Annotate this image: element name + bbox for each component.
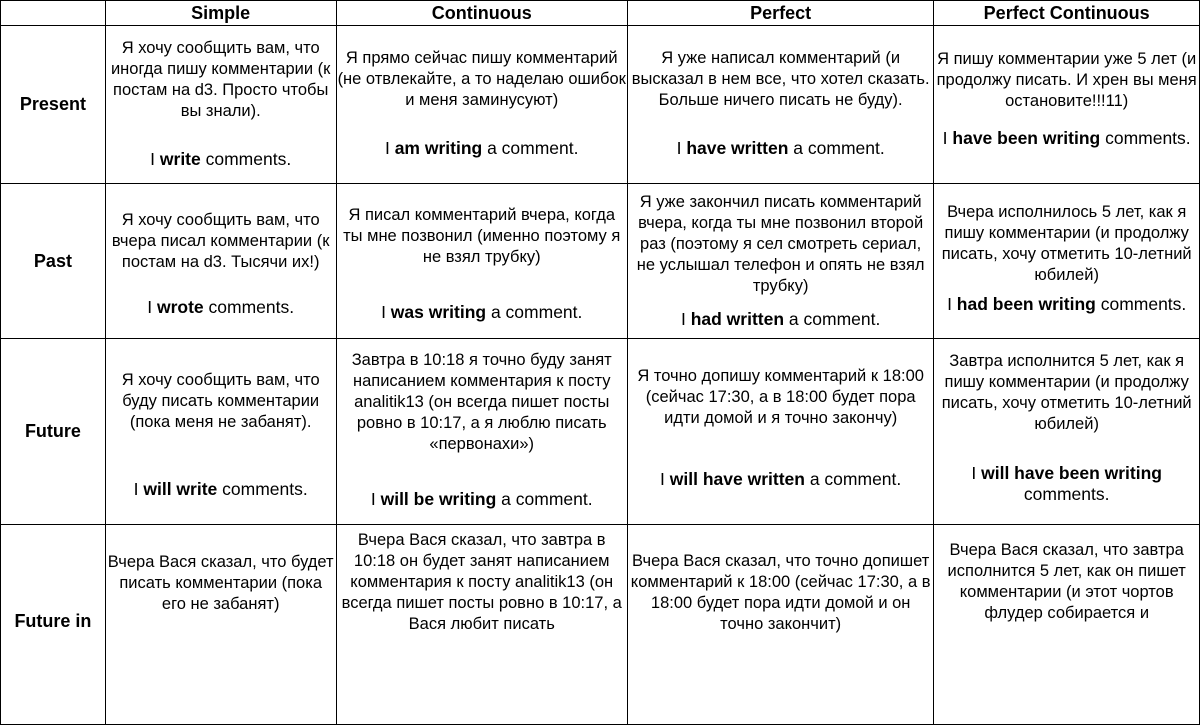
cell-past-simple (105, 184, 336, 339)
en-prefix: I (370, 488, 381, 509)
cell-future-continuous (336, 339, 627, 525)
cell-russian-text: Вчера Вася сказал, что завтра в 10:18 он будет занят написанием комментария к посту analitik13 (он всегда пишет посты ровно в 10:17, а Вася любит писать (341, 531, 622, 633)
en-prefix: I (942, 127, 953, 148)
en-suffix: a comment. (482, 138, 579, 158)
row-label-future-in (1, 525, 106, 725)
cell-past-continuous (336, 184, 627, 339)
en-suffix: comments. (1095, 293, 1187, 314)
row-label-present: Present (1, 26, 106, 184)
header-simple: Simple (105, 1, 336, 26)
cell-russian-text: Завтра в 10:18 я точно буду занят написанием комментария к посту analitik13 (он всегда пишет посты ровно в 10:17, а я люблю писать «первонахи») (351, 350, 612, 453)
cell-future-in-past-perfect (627, 525, 933, 725)
cell-english-example (934, 128, 1199, 149)
en-suffix: comments. (1100, 127, 1191, 148)
en-tense-form: will be writing (380, 488, 497, 509)
cell-future-perfect (627, 339, 933, 525)
en-prefix: I (660, 468, 670, 489)
cell-russian-text: Вчера исполнилось 5 лет, как я пишу комментарии (и продолжу писать, хочу отметить 10-летний юбилей) (941, 202, 1192, 284)
en-tense-form: will have written (669, 468, 805, 489)
header-perfect: Perfect (627, 1, 933, 26)
en-prefix: I (971, 462, 982, 483)
cell-english-example (934, 294, 1199, 315)
row-label-past: Past (1, 184, 106, 339)
cell-past-perfect (627, 184, 933, 339)
row-present (1, 26, 1200, 184)
cell-future-simple (105, 339, 336, 525)
corner-cell (1, 1, 106, 26)
cell-russian-text: Я хочу сообщить вам, что вчера писал комментарии (к постам на d3. Тысячи их!) (111, 211, 330, 271)
cell-russian-text: Вчера Вася сказал, что точно допишет комментарий к 18:00 (сейчас 17:30, а в 18:00 будет пора идти домой и он точно закончит) (630, 552, 931, 633)
row-past (1, 184, 1200, 339)
header-continuous: Continuous (336, 1, 627, 26)
en-suffix: comments. (217, 478, 308, 499)
cell-english-example (628, 309, 933, 330)
cell-english-example (934, 463, 1199, 505)
cell-future-in-past-continuous (336, 525, 627, 725)
en-tense-form: wrote (156, 297, 204, 317)
cell-present-perfect-continuous (934, 26, 1200, 184)
en-suffix: comments. (1023, 483, 1110, 504)
en-prefix: I (133, 478, 144, 499)
en-prefix: I (676, 138, 687, 158)
cell-russian-text: Я писал комментарий вчера, когда ты мне позвонил (именно поэтому я не взял трубку) (343, 206, 621, 266)
en-suffix: a comment. (496, 488, 593, 509)
en-tense-form: had been writing (956, 293, 1096, 314)
en-suffix: a comment. (486, 302, 583, 322)
en-prefix: I (947, 293, 957, 314)
cell-future-in-past-simple (105, 525, 336, 725)
cell-russian-text: Я уже написал комментарий (и высказал в нем все, что хотел сказать. Больше ничего писать не буду). (631, 49, 930, 109)
cell-present-simple (105, 26, 336, 184)
en-tense-form: will have been writing (981, 462, 1162, 483)
row-future-in-past (1, 525, 1200, 725)
en-tense-form: write (159, 148, 201, 169)
en-tense-form: will write (143, 478, 218, 499)
en-suffix: a comment. (788, 138, 885, 158)
cell-future-in-past-perfect-continuous (934, 525, 1200, 725)
cell-russian-text: Я точно допишу комментарий к 18:00 (сейчас 17:30, а в 18:00 будет пора идти домой и я точно закончу) (637, 366, 924, 427)
en-prefix: I (381, 302, 391, 322)
cell-future-perfect-continuous (934, 339, 1200, 525)
row-label-text: Future in (14, 611, 92, 631)
cell-russian-text: Я хочу сообщить вам, что буду писать комментарии (пока меня не забанят). (121, 370, 320, 431)
cell-russian-text: Вчера Вася сказал, что будет писать комментарии (пока его не забанят) (107, 553, 334, 613)
cell-russian-text: Я прямо сейчас пишу комментарий (не отвлекайте, а то наделаю ошибок и меня заминусуют) (337, 49, 626, 109)
en-suffix: a comment. (784, 309, 881, 329)
en-prefix: I (147, 297, 157, 317)
en-tense-form: had written (690, 309, 785, 329)
en-prefix: I (680, 309, 691, 329)
row-label-future: Future (1, 339, 106, 525)
cell-past-perfect-continuous (934, 184, 1200, 339)
cell-english-example (337, 489, 627, 510)
cell-english-example (106, 479, 336, 500)
cell-english-example (337, 302, 627, 323)
cell-english-example (628, 469, 933, 490)
cell-present-perfect (627, 26, 933, 184)
cell-english-example (337, 138, 627, 159)
cell-english-example (628, 138, 933, 159)
cell-english-example (106, 149, 336, 170)
cell-russian-text: Я пишу комментарии уже 5 лет (и продолжу писать. И хрен вы меня остановите!!!11) (936, 49, 1197, 110)
row-future (1, 339, 1200, 525)
cell-russian-text: Я хочу сообщить вам, что иногда пишу комментарии (к постам на d3. Просто чтобы вы знали). (110, 38, 331, 120)
en-tense-form: am writing (394, 138, 483, 158)
header-perfect-continuous: Perfect Continuous (934, 1, 1200, 26)
header-row (1, 1, 1200, 26)
cell-english-example (106, 297, 336, 318)
en-suffix: comments. (203, 297, 295, 317)
cell-russian-text: Я уже закончил писать комментарий вчера, когда ты мне позвонил второй раз (поэтому я сел смотреть сериал, не услышал телефон и опять не взял трубку) (636, 193, 925, 295)
cell-russian-text: Вчера Вася сказал, что завтра исполнится 5 лет, как он пишет комментарии (и этот чортов флудер собирается и (947, 541, 1186, 622)
en-prefix: I (384, 138, 395, 158)
en-tense-form: have been writing (952, 127, 1101, 148)
cell-russian-text: Завтра исполнится 5 лет, как я пишу комментарии (и продолжу писать, хочу отметить 10-летний юбилей) (941, 351, 1192, 433)
en-suffix: a comment. (804, 468, 902, 489)
en-tense-form: have written (686, 138, 789, 158)
en-tense-form: was writing (390, 302, 487, 322)
en-prefix: I (150, 148, 160, 169)
cell-present-continuous (336, 26, 627, 184)
en-suffix: comments. (200, 148, 292, 169)
